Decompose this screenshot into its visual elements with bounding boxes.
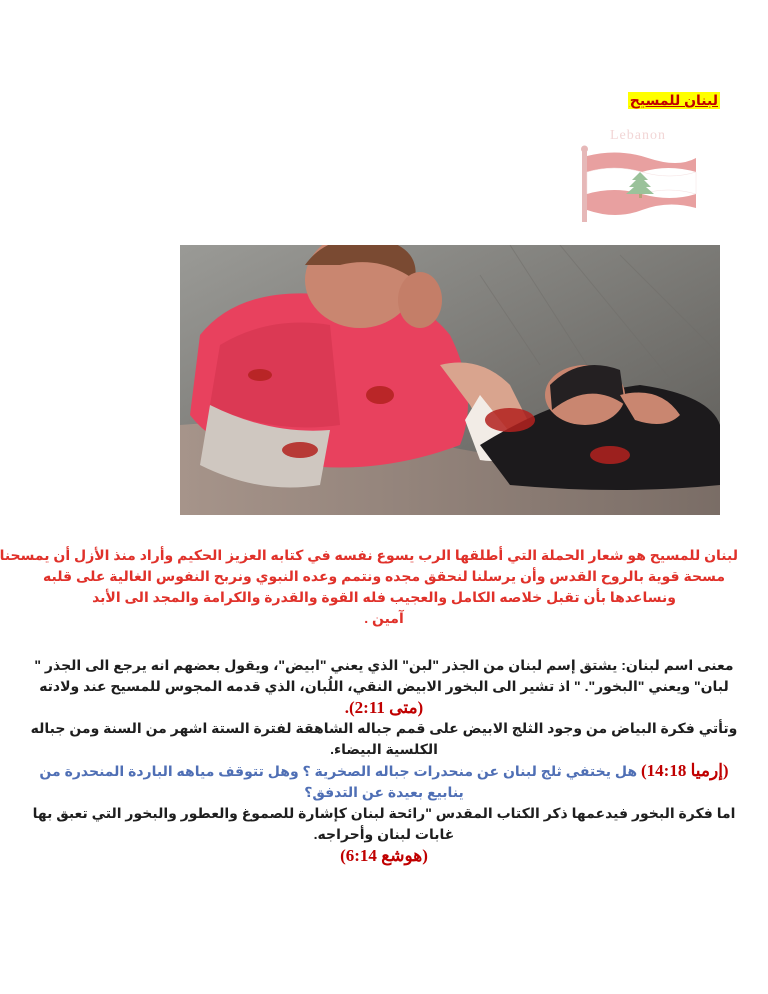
- body-line: لبان" ويعني "البخور". " اذ تشير الى البخور الابيض النقي، اللُبان، الذي قدمه المجوس للمسيح عند ولادته: [39, 678, 729, 694]
- lebanon-flag-icon: [578, 128, 698, 224]
- intro-line: ونساعدها بأن تقبل خلاصه الكامل والعجيب فله القوة والقدرة والكرامة والمجد الى الأبد: [92, 589, 676, 605]
- body-line: غابات لبنان وأحراجه.: [313, 826, 455, 842]
- body-line: ينابيع بعيدة عن التدفق؟: [304, 784, 464, 800]
- body-line: هل يختفي ثلج لبنان عن منحدرات جباله الصخرية ؟ وهل تتوقف مياهه الباردة المنحدرة من: [39, 763, 638, 779]
- body-section: [30, 655, 738, 866]
- intro-line: مسحة قوية بالروح القدس وأن يرسلنا لنحقق مجده ونتمم وعده النبوي ونربح النفوس الغالية على قلبه: [43, 568, 725, 584]
- intro-paragraph: [0, 545, 738, 629]
- scripture-reference: (متى 2:11).: [344, 698, 424, 717]
- news-photo: [180, 245, 720, 515]
- scripture-reference: (هوشع 6:14): [340, 846, 428, 865]
- body-line: معنى اسم لبنان: يشتق إسم لبنان من الجذر "لبن" الذي يعني "ابيض"، ويقول بعضهم انه يرجع الى الجذر ": [34, 657, 734, 673]
- body-line: اما فكرة البخور فيدعمها ذكر الكتاب المقدس "رائحة لبنان كإشارة للصموغ والعطور والبخور التي تعبق بها: [32, 805, 736, 821]
- intro-line: لبنان للمسيح هو شعار الحملة التي أطلقها الرب يسوع نفسه في كتابه العزيز الحكيم وأراد منذ الأزل أن يمسحنا: [0, 547, 738, 563]
- body-line: الكلسية البيضاء.: [330, 741, 438, 757]
- scripture-reference: (إرميا 14:18): [640, 761, 729, 780]
- body-line: وتأتي فكرة البياض من وجود الثلج الابيض على قمم جباله الشاهقة لفترة الستة اشهر من السنة ومن جباله: [30, 720, 738, 736]
- page-title: لبنان للمسيح: [629, 92, 718, 108]
- intro-line: آمين .: [364, 610, 404, 626]
- flag-caption: Lebanon: [610, 128, 666, 143]
